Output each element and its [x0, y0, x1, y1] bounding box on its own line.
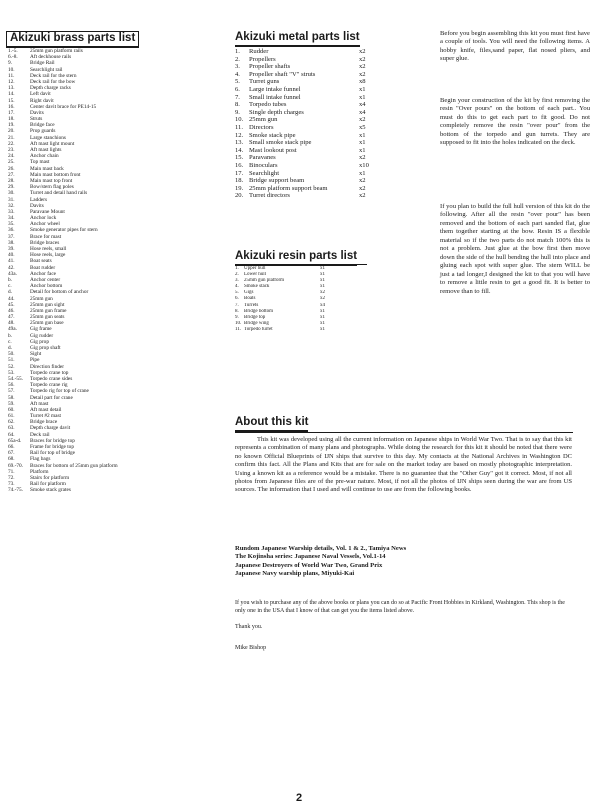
brass-item-number: 37.: [8, 233, 15, 240]
metal-item-quantity: x2: [359, 154, 366, 162]
brass-item-number: d.: [8, 289, 12, 296]
brass-item-number: 73.: [8, 481, 15, 488]
brass-item-name: Boat seats: [30, 258, 52, 265]
brass-item-name: 25mm gun frame: [30, 307, 67, 314]
metal-item-quantity: x2: [359, 184, 366, 192]
metal-item-number: 10.: [235, 116, 244, 124]
brass-item-number: 24.: [8, 153, 15, 160]
metal-item-name: Rudder: [249, 48, 269, 55]
resin-item-number: 10.: [235, 320, 242, 326]
metal-item: [235, 170, 385, 178]
resin-item-quantity: x2: [320, 296, 325, 302]
about-body: This kit was developed using all the current information on Japanese ships in World War Two. That is to say that this kit represents a combination of many plans and photographs. While doing the research for this kit it should be noted that there were no known Official Blueprints of IJN ships that survive to this day. My contacts at the National Archives in Washington DC confirm this fact. All the Plans and Kits that are for sale on the market today are based on mostly photographic interpretation. Using a known kit as a reference would be a mistake. There is no guarantee that the "Other Guy" got it correct. Most, if not all photos from Japanese files are of the pre-war nature. Most, if not all the photos of IJN ships seen during the war are from US sources. The information that I used and will continue to use are from the following books.: [235, 436, 572, 494]
brass-item-number: b.: [8, 332, 12, 339]
brass-item-number: 12.: [8, 78, 15, 85]
metal-item-number: 2.: [235, 55, 240, 63]
reference-book: Japanese Navy warship plans, Miyuki-Kai: [235, 569, 355, 577]
brass-item-name: Main mast back: [30, 165, 64, 172]
metal-item-quantity: x2: [359, 177, 366, 185]
resin-item-name: Boats: [244, 296, 256, 302]
metal-item-quantity: x8: [359, 78, 366, 86]
brass-item-number: 30.: [8, 190, 15, 197]
brass-item-number: 19.: [8, 122, 15, 129]
metal-item-name: Propellers: [249, 55, 276, 63]
thanks-text: Thank you.: [235, 624, 263, 630]
resin-item-name: Upper hull: [244, 266, 266, 271]
metal-item-name: Directors: [249, 123, 274, 131]
metal-item-number: 7.: [235, 93, 240, 101]
brass-item-name: 25mm gun base: [30, 320, 64, 327]
about-heading: About this kit: [235, 416, 308, 432]
metal-item-name: 25mm platform support beam: [249, 184, 328, 192]
metal-item: [235, 48, 385, 56]
brass-item-number: 49a.: [8, 326, 17, 333]
metal-item-name: Large intake funnel: [249, 85, 301, 93]
brass-item-number: 10.: [8, 66, 15, 73]
brass-item-number: 60.: [8, 406, 15, 413]
brass-item-number: 14.: [8, 91, 15, 98]
metal-item-number: 19.: [235, 184, 244, 192]
metal-item-name: Searchlight: [249, 169, 280, 177]
resin-item-number: 8.: [235, 308, 239, 314]
brass-item-name: Main mast top front: [30, 177, 73, 184]
brass-item-number: 17.: [8, 109, 15, 116]
metal-item-number: 20.: [235, 192, 244, 200]
brass-item-number: 41.: [8, 258, 15, 265]
brass-item-number: 11.: [8, 72, 15, 79]
resin-item-name: Smoke stack: [244, 284, 270, 290]
about-rule: [235, 432, 573, 433]
resin-item-quantity: x1: [320, 272, 325, 278]
resin-item-quantity: x2: [320, 290, 325, 296]
resin-item-name: Gigs: [244, 290, 254, 296]
brass-item-name: Torpedo crane top: [30, 369, 69, 376]
metal-item-number: 6.: [235, 85, 240, 93]
instructions-paragraph-1: Before you begin assembling this kit you must first have a couple of tools. You will need the following items. A hobby knife, files,sand paper, flat nosed pliers, and super glue.: [440, 30, 590, 63]
resin-item-quantity: x1: [320, 308, 325, 314]
metal-item-name: Propeller shaft "V" struts: [249, 70, 316, 78]
brass-item-number: 54.-55.: [8, 375, 24, 382]
brass-item-number: 52.: [8, 363, 15, 370]
brass-item-name: Anchor bottom: [30, 283, 63, 290]
resin-item-quantity: x1: [320, 266, 325, 271]
brass-item-name: Depth charge davit: [30, 425, 71, 432]
brass-item-number: c.: [8, 283, 12, 290]
metal-item: [235, 116, 385, 124]
brass-item-number: 58.: [8, 394, 15, 401]
metal-item-name: Smoke stack pipe: [249, 131, 296, 139]
metal-item-name: Small smoke stack pipe: [249, 139, 312, 147]
reference-book: Japanese Destroyers of World War Two, Grand Prix: [235, 561, 383, 569]
metal-item: [235, 101, 385, 109]
brass-item-number: 1.-5.: [8, 48, 18, 54]
brass-item-number: 22.: [8, 140, 15, 147]
brass-item-number: c.: [8, 338, 12, 345]
metal-item-quantity: x1: [359, 169, 366, 177]
brass-item-name: Platform: [30, 468, 49, 475]
brass-item-number: 39.: [8, 246, 15, 252]
resin-item: [235, 327, 345, 333]
brass-item-number: 34.: [8, 215, 15, 222]
brass-item-number: 61.: [8, 413, 15, 420]
resin-item-number: 1.: [235, 266, 239, 271]
brass-item-number: 69.-70.: [8, 462, 24, 469]
brass-item-number: 18.: [8, 116, 15, 123]
brass-item-name: Braces for bridge top: [30, 437, 75, 444]
brass-item-name: 25mm gun: [30, 295, 53, 302]
brass-item-name: Davits: [30, 109, 44, 116]
resin-item-name: Lower hull: [244, 272, 267, 278]
brass-item-number: 64.: [8, 431, 15, 438]
brass-item-name: Aft mast light mount: [30, 140, 75, 147]
brass-item-name: Gig prop shaft: [30, 345, 61, 351]
resin-item-quantity: x1: [320, 320, 325, 326]
brass-item-number: 20.: [8, 128, 15, 135]
brass-item-number: 6.-8.: [8, 54, 18, 61]
brass-item-name: Anchor lock: [30, 215, 57, 222]
brass-item-name: Anchor wheel: [30, 221, 60, 228]
brass-item-number: 63.: [8, 425, 15, 432]
brass-item-name: Ladders: [30, 196, 48, 203]
brass-item-number: 31.: [8, 196, 15, 203]
resin-list-rule: [235, 264, 367, 265]
metal-item: [235, 56, 385, 64]
brass-item-name: Aft mast detail: [30, 406, 62, 413]
metal-item-quantity: x4: [359, 108, 366, 116]
metal-item-number: 16.: [235, 161, 244, 169]
brass-item-name: Frame for bridge top: [30, 444, 74, 450]
brass-item-name: Aft deckhouse rails: [30, 54, 72, 61]
metal-item-number: 3.: [235, 63, 240, 71]
brass-item-name: Direction finder: [30, 363, 64, 370]
brass-item-number: 65a-d.: [8, 437, 22, 444]
brass-item-number: 66.: [8, 444, 15, 450]
resin-item-quantity: x1: [320, 326, 325, 332]
page-number: 2: [296, 792, 303, 804]
metal-item-number: 1.: [235, 48, 240, 55]
brass-item-name: Bridge face: [30, 122, 55, 129]
resin-item-number: 11.: [235, 326, 242, 332]
brass-item-number: 67.: [8, 450, 15, 457]
brass-item-name: Stairs for platform: [30, 474, 70, 481]
purchase-note: If you wish to purchase any of the above books or plans you can do so at Pacific Front Hobbies in Kirkland, Washington. This shop is the only one in the USA that I know of that can get you the items listed above.: [235, 600, 565, 614]
brass-item-name: Hose reels, large: [30, 252, 66, 259]
brass-item-number: 57.: [8, 388, 15, 395]
brass-item-number: 71.: [8, 468, 15, 475]
brass-item-number: 72.: [8, 474, 15, 481]
brass-item-number: 68.: [8, 456, 15, 463]
metal-item-quantity: x2: [359, 63, 366, 71]
brass-item-number: 48.: [8, 320, 15, 327]
brass-item-number: 21.: [8, 134, 15, 141]
resin-parts-heading: Akizuki resin parts list: [235, 250, 357, 266]
metal-item-quantity: x2: [359, 192, 366, 200]
brass-item-name: Anchor center: [30, 276, 61, 283]
metal-parts-heading: Akizuki metal parts list: [235, 31, 360, 47]
brass-item-name: Torpedo crane sides: [30, 375, 73, 382]
brass-item-number: 56.: [8, 382, 15, 389]
resin-item-number: 4.: [235, 284, 239, 290]
brass-item-number: 16.: [8, 103, 15, 110]
resin-item-quantity: x1: [320, 284, 325, 290]
metal-item-name: Propeller shafts: [249, 63, 291, 71]
brass-item-name: Flag bags: [30, 456, 51, 463]
resin-item-quantity: x1: [320, 314, 325, 320]
brass-item-name: 25mm gun platform rails: [30, 48, 83, 54]
instructions-paragraph-3: If you plan to build the full hull version of this kit do the following. After all the resin "over pour" has been removed and the bottom of each part sanded flat, glue them together starting at the bow. Resin IS a flexible material so if the two parts do not match 100% this is not a problem. Just glue at the bow first then move down the side of the hull bending the hull into place and gluing each spot with super glue. The stern WILL be just a tad longer,I designed the kit to that you will have to remove a little resin to get a good fit. It is better to remove than to fill.: [440, 203, 590, 295]
brass-parts-list: [8, 48, 196, 494]
brass-item-number: 53.: [8, 369, 15, 376]
brass-item-name: 25mm gun sight: [30, 301, 65, 308]
resin-item-name: Torpedo turret: [244, 326, 273, 332]
metal-item-name: Turret guns: [249, 78, 280, 86]
brass-item-name: Anchor face: [30, 270, 57, 277]
brass-item-number: 38.: [8, 239, 15, 246]
metal-item: [235, 154, 385, 162]
metal-item: [235, 109, 385, 117]
brass-item-number: b.: [8, 276, 12, 283]
metal-item-number: 18.: [235, 177, 244, 185]
reference-book: The Kojinsha series: Japanese Naval Vessels, Vol.1-14: [235, 553, 386, 561]
brass-item-name: Bridge braces: [30, 239, 60, 246]
metal-item-name: Torpedo tubes: [249, 101, 287, 109]
metal-item-quantity: x10: [359, 161, 369, 169]
metal-item-name: Small intake funnel: [249, 93, 301, 101]
metal-item-number: 9.: [235, 108, 240, 116]
brass-parts-heading: Akizuki brass parts list: [6, 31, 139, 48]
metal-item: [235, 147, 385, 155]
brass-item-name: Braces for bottom of 25mm gun platform: [30, 462, 118, 469]
metal-item-quantity: x2: [359, 55, 366, 63]
resin-item-number: 5.: [235, 290, 239, 296]
metal-item: [235, 94, 385, 102]
resin-item-number: 9.: [235, 314, 239, 320]
brass-item-number: 40.: [8, 252, 15, 259]
metal-item: [235, 86, 385, 94]
brass-item-name: Detail part for crane: [30, 394, 73, 401]
brass-item: [8, 487, 196, 493]
brass-item-number: 15.: [8, 97, 15, 104]
resin-item-name: Bridge top: [244, 314, 266, 320]
brass-item-name: Torpedo crane rig: [30, 382, 68, 389]
brass-item-name: Gig prop: [30, 338, 49, 345]
brass-item-name: Large stanchions: [30, 134, 66, 141]
brass-item-name: Aft mast lights: [30, 147, 62, 153]
brass-item-name: Gig frame: [30, 326, 52, 333]
metal-item: [235, 185, 385, 193]
brass-item-name: Paravane Mount: [30, 208, 65, 215]
brass-item-name: Prop guards: [30, 128, 56, 135]
brass-item-name: Aft mast: [30, 400, 49, 407]
brass-item-name: Bow/stern flag poles: [30, 184, 74, 191]
metal-item-quantity: x2: [359, 70, 366, 78]
metal-item-quantity: x1: [359, 131, 366, 139]
brass-item-number: 26.: [8, 165, 15, 172]
resin-item-name: Bridge bottom: [244, 308, 274, 314]
brass-item-name: Sight: [30, 351, 42, 358]
metal-item-name: Binoculars: [249, 161, 278, 169]
metal-item: [235, 177, 385, 185]
brass-item-number: 33.: [8, 208, 15, 215]
brass-item-name: Top mast: [30, 159, 50, 166]
brass-item-number: 45.: [8, 301, 15, 308]
resin-item-number: 3.: [235, 278, 239, 284]
brass-item-number: 35.: [8, 221, 15, 228]
resin-item-number: 2.: [235, 272, 239, 278]
metal-item-number: 15.: [235, 154, 244, 162]
brass-item-name: Smoke stack grates: [30, 487, 71, 494]
resin-parts-list: [235, 266, 345, 333]
metal-item-name: Mast lookout post: [249, 146, 297, 154]
metal-item-name: Single depth charges: [249, 108, 304, 116]
metal-item-quantity: x5: [359, 123, 366, 131]
brass-item-number: 29.: [8, 184, 15, 191]
brass-item-name: Left davit: [30, 91, 51, 98]
brass-item-number: 46.: [8, 307, 15, 314]
metal-item-quantity: x2: [359, 116, 366, 124]
resin-item-quantity: x1: [320, 278, 325, 284]
brass-item-name: Turret #2 mast: [30, 413, 61, 420]
metal-item: [235, 192, 385, 200]
resin-item-name: Turrets: [244, 302, 259, 308]
metal-item: [235, 71, 385, 79]
metal-item: [235, 124, 385, 132]
brass-item-name: Right davit: [30, 97, 54, 104]
brass-item-name: Turret and detail hand rails: [30, 190, 88, 197]
brass-item-name: 25mm gun seats: [30, 314, 65, 321]
resin-item-number: 7.: [235, 302, 239, 308]
brass-item-name: Rail for top of bridge: [30, 450, 76, 457]
brass-item-number: 36.: [8, 227, 15, 234]
brass-item-number: d.: [8, 345, 12, 351]
brass-item-name: Anchor chain: [30, 153, 59, 160]
signature: Mike Bishop: [235, 645, 267, 651]
metal-item-number: 14.: [235, 146, 244, 154]
brass-item-name: Deck rail: [30, 431, 50, 438]
metal-item-number: 5.: [235, 78, 240, 86]
reference-book: Rundom Japanese Warship details, Vol. 1 & 2., Tamiya News: [235, 545, 407, 552]
brass-item-number: 59.: [8, 400, 15, 407]
brass-item-name: Deck rail for the stern: [30, 72, 77, 79]
brass-item-name: Detail for bottom of anchor: [30, 289, 89, 296]
metal-item: [235, 132, 385, 140]
metal-item-number: 12.: [235, 131, 244, 139]
brass-item-name: Deck rail for the bow: [30, 78, 76, 85]
metal-item-number: 17.: [235, 169, 244, 177]
brass-item-number: 62.: [8, 419, 15, 426]
brass-item-name: Hose reels, small: [30, 246, 67, 252]
metal-item: [235, 63, 385, 71]
brass-item-number: 74.-75.: [8, 487, 24, 494]
metal-item-name: Paravanes: [249, 154, 276, 162]
metal-item-quantity: x1: [359, 85, 366, 93]
brass-item-name: Main mast bottom front: [30, 171, 81, 178]
metal-item-quantity: x1: [359, 139, 366, 147]
brass-item-number: 32.: [8, 202, 15, 209]
brass-item-name: Torpedo rig for top of crane: [30, 388, 89, 395]
brass-item-number: 13.: [8, 85, 15, 92]
metal-item-number: 4.: [235, 70, 240, 78]
brass-item-name: Rail for platform: [30, 481, 66, 488]
reference-books-list: [235, 545, 572, 578]
brass-item-number: 50.: [8, 351, 15, 358]
metal-item-name: Turret directors: [249, 192, 290, 200]
metal-item-name: Bridge support beam: [249, 177, 305, 185]
brass-item-number: 27.: [8, 171, 15, 178]
brass-item-number: 28.: [8, 177, 15, 184]
brass-item-number: 9.: [8, 60, 12, 67]
instructions-paragraph-2: Begin your construction of the kit by first removing the resin "Over pours" on the bottom of each part.. You must do this to get each part to fit good. Do not completely remove the resin "over pour" from the bottom of the torpedo and gun turrets. They are supposed to fit into the holes indicated on the deck.: [440, 97, 590, 147]
metal-item-name: 25mm gun: [249, 116, 278, 124]
metal-item: [235, 78, 385, 86]
brass-item-name: Bridge Rail: [30, 60, 55, 67]
metal-item-number: 11.: [235, 123, 243, 131]
brass-item-name: Center davit brace for PE14-15: [30, 103, 97, 110]
resin-item-name: 25mm gun platform: [244, 278, 284, 284]
brass-item-name: Davits: [30, 202, 44, 209]
brass-item-number: 42.: [8, 264, 15, 271]
metal-parts-list: [235, 48, 385, 200]
brass-item-number: 44.: [8, 295, 15, 302]
brass-item-number: 43a.: [8, 270, 17, 277]
brass-item-name: Smoke generator pipes for stern: [30, 227, 98, 234]
brass-item-name: Boat rudder: [30, 264, 56, 271]
brass-item-number: 47.: [8, 314, 15, 321]
brass-item-name: Bridge brace: [30, 419, 58, 426]
brass-item-name: Brace for mast: [30, 233, 62, 240]
brass-item-number: 25.: [8, 159, 15, 166]
brass-item-name: Gig rudder: [30, 332, 54, 339]
metal-item: [235, 162, 385, 170]
brass-item-name: Depth charge racks: [30, 85, 71, 92]
metal-item-number: 8.: [235, 101, 240, 109]
metal-item-quantity: x4: [359, 101, 366, 109]
brass-item-name: Pipe: [30, 357, 40, 364]
brass-item-name: Searchlight rail: [30, 66, 63, 73]
metal-item-quantity: x1: [359, 93, 366, 101]
metal-item: [235, 139, 385, 147]
brass-item-number: 51.: [8, 357, 15, 364]
brass-item-name: Struts: [30, 116, 43, 123]
resin-item-quantity: x4: [320, 302, 325, 308]
metal-item-number: 13.: [235, 139, 244, 147]
metal-item-quantity: x1: [359, 146, 366, 154]
resin-item-name: Bridge wing: [244, 320, 269, 326]
metal-item-quantity: x2: [359, 48, 366, 55]
resin-item-number: 6.: [235, 296, 239, 302]
brass-item-number: 23.: [8, 147, 15, 153]
